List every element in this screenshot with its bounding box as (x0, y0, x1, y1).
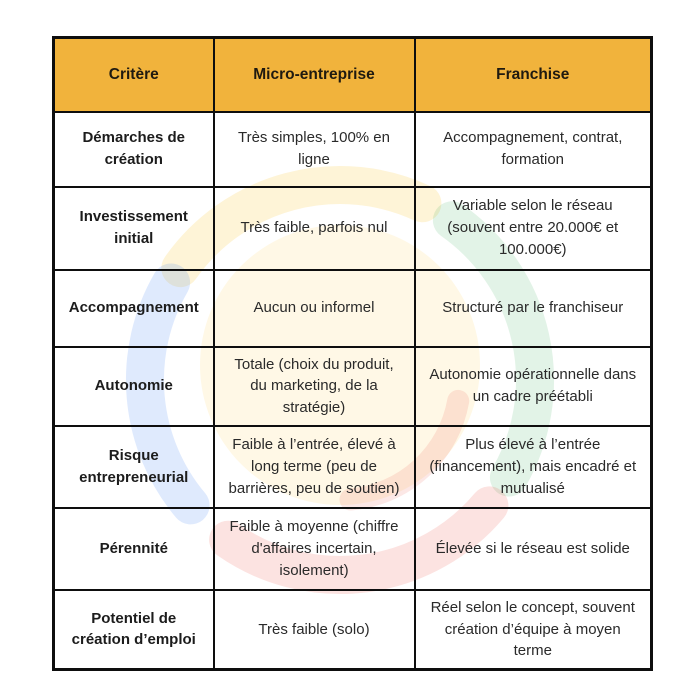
row-label: Accompagnement (54, 270, 214, 347)
row-label: Autonomie (54, 347, 214, 426)
cell-franchise: Autonomie opérationnelle dans un cadre préétabli (415, 347, 652, 426)
header-row (54, 38, 652, 112)
row-label: Pérennité (54, 508, 214, 590)
comparison-table (52, 36, 653, 671)
cell-franchise: Structuré par le franchiseur (415, 270, 652, 347)
row-label: Risque entrepreneurial (54, 426, 214, 508)
cell-franchise: Élevée si le réseau est solide (415, 508, 652, 590)
cell-franchise: Accompagnement, contrat, formation (415, 112, 652, 187)
cell-franchise: Variable selon le réseau (souvent entre 20.000€ et 100.000€) (415, 187, 652, 270)
header-cell-critere: Critère (54, 38, 214, 112)
table-row-accompagnement (54, 270, 652, 347)
table-row-demarches (54, 112, 652, 187)
row-label: Démarches de création (54, 112, 214, 187)
row-label: Investissement initial (54, 187, 214, 270)
table-row-potentiel-emploi (54, 590, 652, 670)
table-row-autonomie (54, 347, 652, 426)
header-cell-franchise: Franchise (415, 38, 652, 112)
cell-micro: Très faible (solo) (214, 590, 415, 670)
table-row-perennite (54, 508, 652, 590)
cell-micro: Très simples, 100% en ligne (214, 112, 415, 187)
row-label: Potentiel de création d’emploi (54, 590, 214, 670)
cell-franchise: Réel selon le concept, souvent création d’équipe à moyen terme (415, 590, 652, 670)
cell-micro: Aucun ou informel (214, 270, 415, 347)
table-row-risque (54, 426, 652, 508)
cell-micro: Totale (choix du produit, du marketing, de la stratégie) (214, 347, 415, 426)
header-cell-micro-entreprise: Micro-entreprise (214, 38, 415, 112)
cell-micro: Faible à l’entrée, élevé à long terme (peu de barrières, peu de soutien) (214, 426, 415, 508)
cell-micro: Très faible, parfois nul (214, 187, 415, 270)
cell-franchise: Plus élevé à l’entrée (financement), mais encadré et mutualisé (415, 426, 652, 508)
table-row-investissement (54, 187, 652, 270)
cell-micro: Faible à moyenne (chiffre d'affaires incertain, isolement) (214, 508, 415, 590)
